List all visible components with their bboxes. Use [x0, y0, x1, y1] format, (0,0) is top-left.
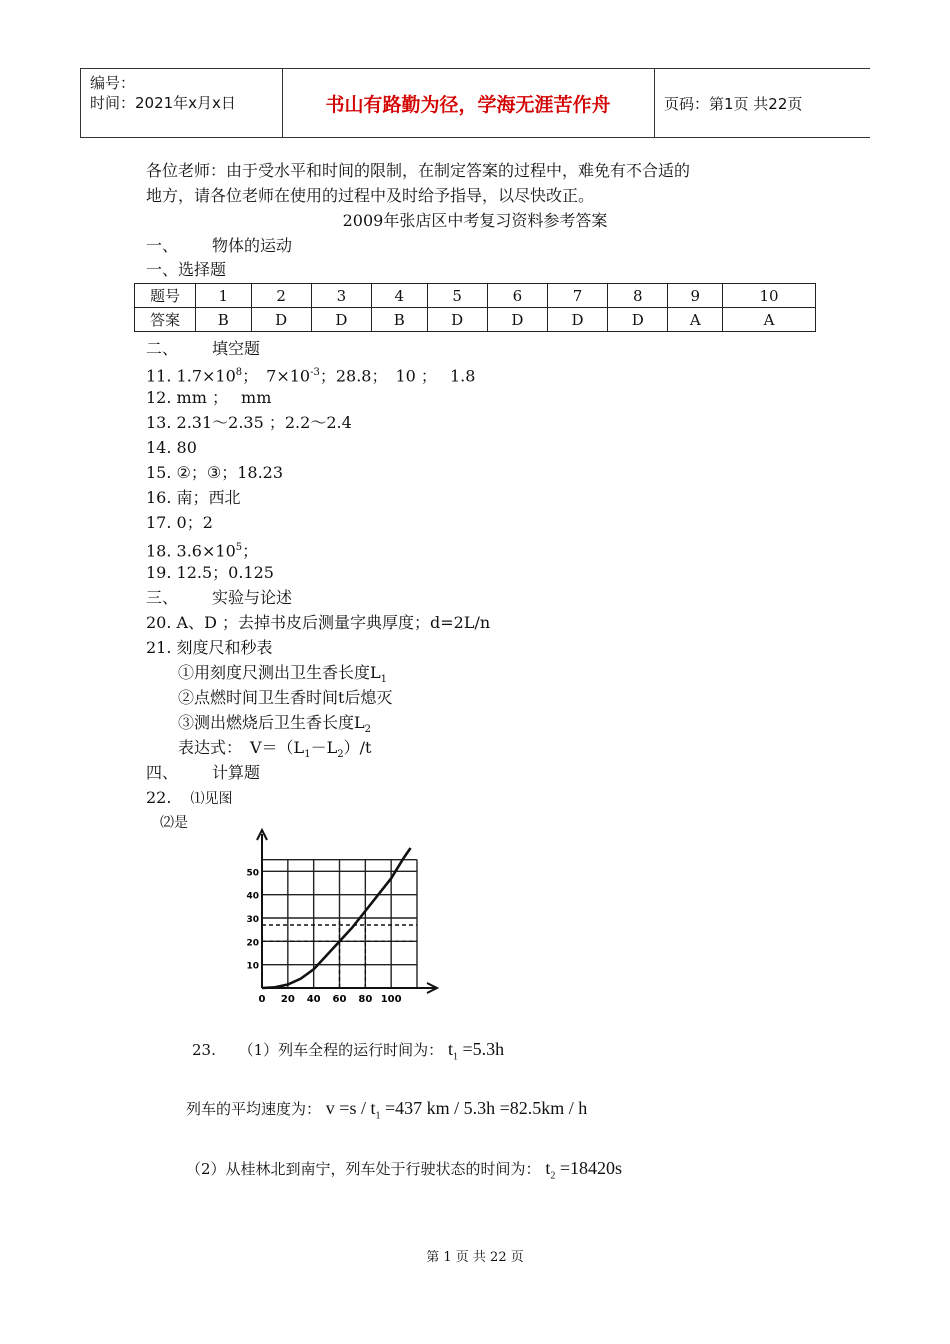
- q11-a: 1.7×10: [176, 366, 236, 386]
- answer-cell: A: [668, 308, 723, 332]
- qnum-cell: 4: [371, 284, 427, 308]
- q18-b: ；: [242, 541, 259, 561]
- answer-cell: D: [547, 308, 607, 332]
- date-line: 时间：2021年x月x日: [90, 94, 236, 112]
- q23-part2-text: （2）从桂林北到南宁，列车处于行驶状态的时间为：: [186, 1160, 541, 1178]
- q11-b: ； 7×10: [242, 366, 311, 386]
- qnum-cell: 5: [427, 284, 487, 308]
- answer-cell: A: [723, 308, 816, 332]
- y-tick-label: 50: [246, 868, 259, 879]
- t1-sub: 1: [452, 1051, 458, 1063]
- q22-num: 22.: [146, 788, 172, 807]
- number-label: 编号：: [90, 74, 136, 92]
- expr-sub2: 2: [337, 749, 344, 761]
- qnum-cell: 6: [487, 284, 547, 308]
- q11-a-exp: 8: [235, 367, 243, 378]
- avg-sub: 1: [375, 1110, 381, 1122]
- q21-expression: [178, 737, 371, 766]
- t1-symbol: t: [447, 1039, 453, 1059]
- answer-q21: 21. 刻度尺和秒表: [146, 638, 273, 657]
- t2-value: =18420s: [555, 1158, 622, 1178]
- y-tick-label: 10: [246, 961, 259, 972]
- header-meta: [90, 73, 236, 113]
- x-tick-label: 60: [332, 994, 347, 1005]
- q23-part2: [186, 1157, 622, 1188]
- answer-cell: B: [371, 308, 427, 332]
- doc-title: 2009年张店区中考复习资料参考答案: [342, 211, 608, 230]
- section-3-title: 实验与论述: [212, 588, 293, 607]
- section-2-num: 二、: [146, 339, 179, 358]
- intro-line-2: 地方，请各位老师在使用的过程中及时给予指导，以尽快改正。: [146, 186, 595, 205]
- header-divider-2: [654, 69, 655, 137]
- x-tick-label: 40: [306, 994, 321, 1005]
- step1-text: ①用刻度尺测出卫生香长度L: [178, 663, 381, 682]
- choice-heading: 一、选择题: [146, 260, 227, 279]
- avg-speed-eq: [325, 1098, 588, 1122]
- header-table: [80, 68, 870, 138]
- qnum-cell: 9: [668, 284, 723, 308]
- header-motto: 书山有路勤为径，学海无涯苦作舟: [325, 93, 611, 116]
- qnum-cell: 3: [311, 284, 371, 308]
- q11-c: ；28.8； 10 ； 1.8: [319, 366, 476, 386]
- section-4-title: 计算题: [212, 763, 261, 782]
- expr-sub1: 1: [304, 749, 311, 761]
- answer-cell: D: [311, 308, 371, 332]
- q11-b-exp: -3: [310, 367, 320, 378]
- answer-q17: 17. 0；2: [146, 513, 213, 532]
- q23-part1: [192, 1038, 504, 1069]
- answer-q11: [146, 362, 475, 387]
- t2-sub: 2: [550, 1170, 556, 1182]
- choice-answer-table: [134, 283, 816, 332]
- q21-step-2: ②点燃时间卫生香时间t后熄灭: [178, 688, 393, 707]
- answer-q19: 19. 12.5；0.125: [146, 563, 274, 582]
- qnum-cell: 2: [251, 284, 311, 308]
- intro-line-1: 各位老师：由于受水平和时间的限制，在制定答案的过程中，难免有不合适的: [146, 161, 691, 180]
- answer-cell: D: [427, 308, 487, 332]
- section-1-num: 一、: [146, 236, 179, 255]
- x-tick-label: 100: [380, 994, 402, 1005]
- q18-a: 18. 3.6×10: [146, 541, 236, 561]
- page-footer: 第 1 页 共 22 页: [426, 1250, 524, 1265]
- avg-eq-a: v =s / t: [325, 1098, 376, 1118]
- section-3-num: 三、: [146, 588, 179, 607]
- x-tick-label: 80: [358, 994, 373, 1005]
- step3-text: ③测出燃烧后卫生香长度L: [178, 713, 365, 732]
- x-tick-label: 20: [280, 994, 295, 1005]
- answer-q16: 16. 南；西北: [146, 488, 241, 507]
- answer-q18: [146, 537, 258, 562]
- expr-b: －L: [310, 738, 338, 757]
- y-tick-label: 40: [246, 891, 259, 902]
- qnum-cell: 1: [196, 284, 252, 308]
- answer-q22: [146, 787, 233, 810]
- y-tick-label: 20: [246, 938, 259, 949]
- t1-value: =5.3h: [457, 1039, 505, 1059]
- q23-t2-eq: [545, 1158, 622, 1182]
- q11-num: 11.: [146, 366, 172, 386]
- expr-c: ）/t: [343, 738, 372, 757]
- qnum-cell: 10: [723, 284, 816, 308]
- t2-symbol: t: [545, 1158, 551, 1178]
- expr-a: 表达式： V＝（L: [178, 738, 305, 757]
- q23-avg-speed: [186, 1097, 587, 1128]
- row-label-number: 题号: [135, 284, 196, 308]
- q22-part1: ⑴见图: [190, 791, 233, 807]
- avg-eq-b: =437 km / 5.3h =82.5km / h: [380, 1098, 588, 1118]
- answer-q14: 14. 80: [146, 438, 197, 457]
- header-border-left: [80, 69, 81, 137]
- q18-exp: 5: [235, 542, 243, 553]
- answer-q12: 12. mm ； mm: [146, 388, 272, 407]
- table-row: [135, 284, 816, 308]
- answer-cell: D: [487, 308, 547, 332]
- section-4-num: 四、: [146, 763, 179, 782]
- step3-sub: 2: [364, 724, 372, 736]
- answer-cell: D: [251, 308, 311, 332]
- qnum-cell: 8: [608, 284, 668, 308]
- answer-q13: 13. 2.31～2.35 ；2.2～2.4: [146, 413, 352, 432]
- distance-time-graph: [240, 826, 440, 1006]
- y-tick-label: 30: [246, 915, 259, 925]
- q23-num: 23.: [192, 1041, 216, 1059]
- x-tick-label: 0: [258, 994, 266, 1005]
- avg-speed-text: 列车的平均速度为：: [186, 1100, 322, 1118]
- answer-q15: 15. ②；③；18.23: [146, 463, 284, 482]
- q22-part2: ⑵是: [160, 815, 188, 831]
- qnum-cell: 7: [547, 284, 607, 308]
- answer-cell: B: [196, 308, 252, 332]
- row-label-answer: 答案: [135, 308, 196, 332]
- q23-part1-text: （1）列车全程的运行时间为：: [238, 1041, 444, 1059]
- q23-t1-eq: [447, 1039, 505, 1063]
- step1-sub: 1: [380, 674, 388, 686]
- answer-q20: 20. A、D ；去掉书皮后测量字典厚度；d=2L/n: [146, 613, 491, 632]
- header-page-info: 页码：第1页 共22页: [664, 94, 803, 113]
- section-2-title: 填空题: [212, 339, 261, 358]
- table-row: [135, 308, 816, 332]
- answer-cell: D: [608, 308, 668, 332]
- section-1-title: 物体的运动: [212, 236, 293, 255]
